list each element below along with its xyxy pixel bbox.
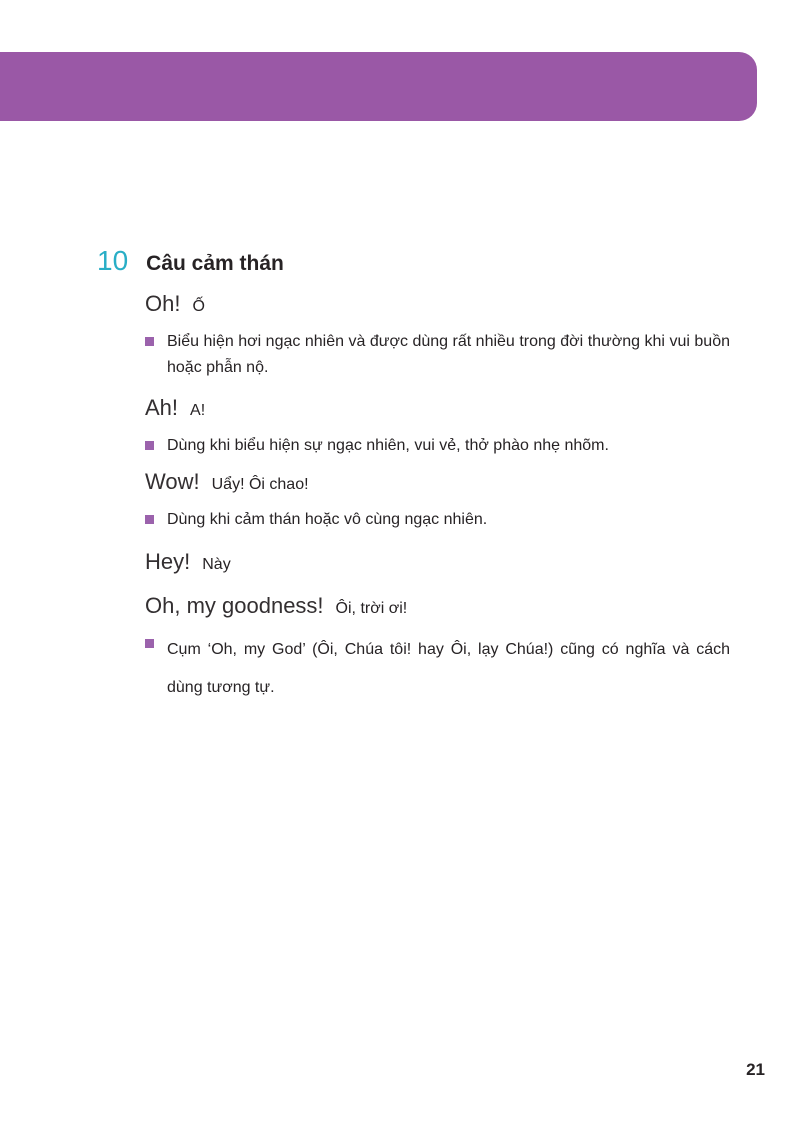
phrase-translation: Ố [192,298,205,315]
usage-note [145,631,730,707]
phrase-entry-wow [145,467,730,533]
phrase-entry-hey [145,547,730,577]
phrase-row [145,393,730,423]
phrase-entries [145,289,730,707]
phrase-translation: A! [190,402,206,419]
usage-note [145,329,730,381]
bullet-square-icon [145,337,154,346]
phrase-english: Ah! [145,395,179,420]
page-number: 21 [746,1060,765,1079]
phrase-english: Hey! [145,549,191,574]
phrase-translation: Ôi, trời ơi! [335,600,408,617]
usage-note [145,507,730,533]
phrase-english: Oh! [145,291,181,316]
phrase-row [145,467,730,497]
chapter-header-bar [0,52,757,121]
section-content [97,246,730,707]
section-title: Câu cảm thán [146,252,284,275]
usage-note-text: Dùng khi cảm thán hoặc vô cùng ngạc nhiên. [167,511,488,528]
phrase-entry-oh [145,289,730,381]
phrase-english: Wow! [145,469,200,494]
phrase-english: Oh, my goodness! [145,593,324,618]
phrase-translation: Uẩy! Ôi chao! [211,476,309,493]
phrase-entry-oh-my-goodness [145,591,730,707]
usage-note-text: Dùng khi biểu hiện sự ngạc nhiên, vui vẻ, thở phào nhẹ nhõm. [167,437,609,454]
phrase-translation: Này [202,556,231,573]
bullet-square-icon [145,441,154,450]
bullet-square-icon [145,515,154,524]
section-number: 10 [97,245,129,276]
usage-note-text: Cụm ‘Oh, my God’ (Ôi, Chúa tôi! hay Ôi, lạy Chúa!) cũng có nghĩa và cách dùng tương tự. [167,641,730,696]
usage-note [145,433,730,459]
phrase-row [145,289,730,319]
phrase-entry-ah [145,393,730,459]
usage-note-text: Biểu hiện hơi ngạc nhiên và được dùng rất nhiều trong đời thường khi vui buồn hoặc phẫn nộ. [167,333,730,376]
phrase-row [145,547,730,577]
section-heading [97,246,730,279]
bullet-square-icon [145,639,154,648]
phrase-row [145,591,730,621]
